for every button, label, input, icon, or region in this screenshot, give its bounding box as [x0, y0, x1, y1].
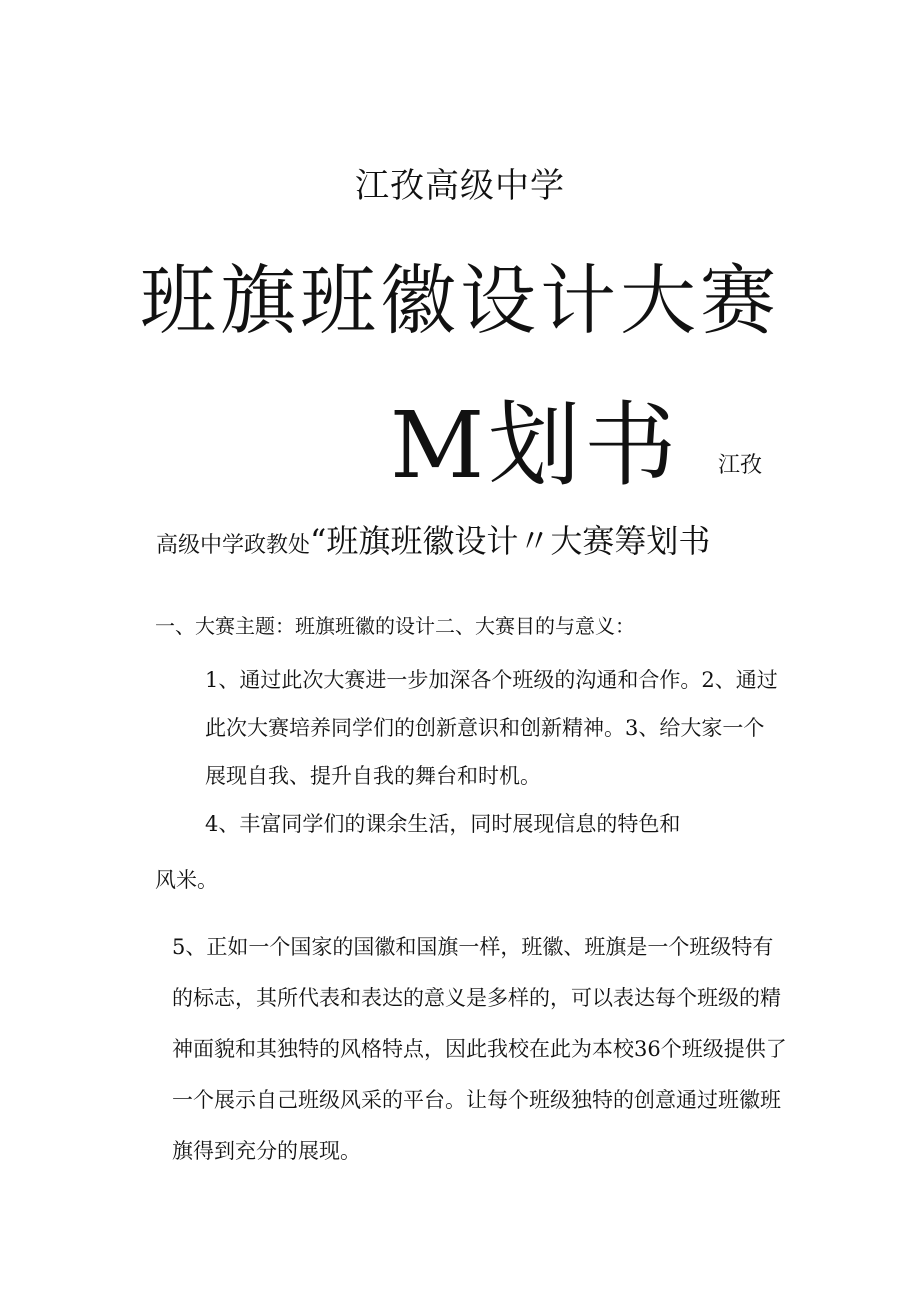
paragraph-point-5: 5、正如一个国家的国徽和国旗一样，班徽、班旗是一个班级特有的标志，其所代表和表达的意义是多样的，可以表达每个班级的精神面貌和其独特的风格特点，因此我校在此为本校36个班级提供了一个展示自己班级风采的平台。让每个班级独特的创意通过班徽班旗得到充分的展现。 [172, 935, 787, 1163]
paragraph-point-4-continued: 风米。 [155, 868, 218, 892]
school-name: 江孜高级中学 [355, 166, 565, 206]
subtitle-prefix: 高级中学政教处 [156, 533, 311, 558]
section-intro-line: 一、大赛主题：班旗班徽的设计二、大赛目的与意义： [155, 614, 635, 638]
subtitle-line [156, 516, 710, 562]
paragraph-points-1-3: 1、通过此次大赛进一步加深各个班级的沟通和合作。2、通过此次大赛培养同学们的创新意识和创新精神。3、给大家一个展现自我、提升自我的舞台和时机。 [205, 668, 778, 788]
subtitle-main: “班旗班徽设计〃大赛筹划书 [310, 522, 711, 560]
title-tail-text: 江孜 [718, 453, 763, 478]
document-title: 班旗班徽设计大赛 [140, 256, 780, 345]
document-title-continued: M划书 [390, 392, 681, 499]
paragraph-point-4: 4、丰富同学们的课余生活，同时展现信息的特色和 [205, 812, 681, 836]
